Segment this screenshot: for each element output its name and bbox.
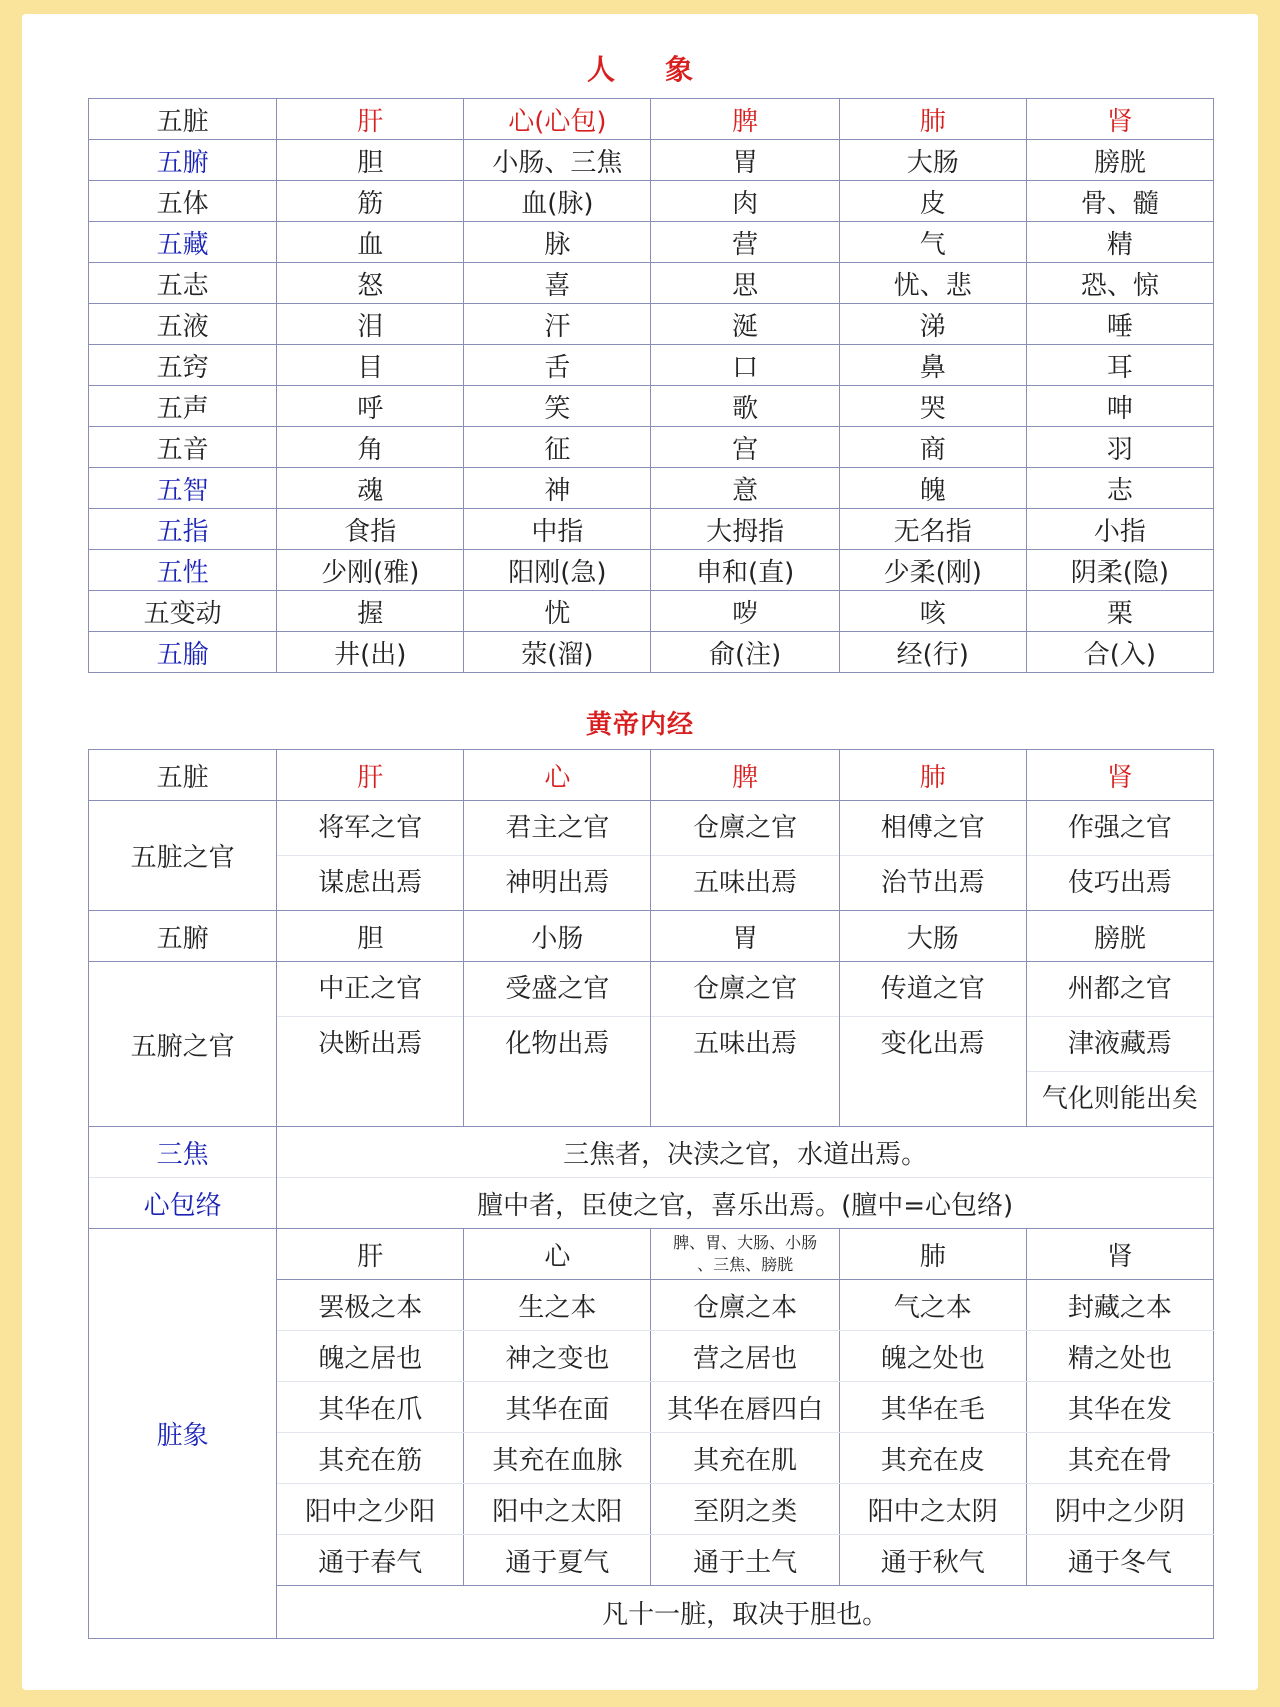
zangguan-cell [1026, 801, 1213, 911]
zangxiang-cell: 阳中之太阴 [839, 1484, 1026, 1535]
row-label: 五性 [89, 550, 277, 591]
cell-line: 、三焦、膀胱 [697, 1255, 794, 1274]
table-cell: 小肠、三焦 [464, 140, 651, 181]
zangxiang-cell: 至阴之类 [651, 1484, 839, 1535]
zangxiang-footer: 凡十一脏，取决于胆也。 [277, 1586, 1214, 1639]
zangxiang-cell: 生之本 [464, 1280, 651, 1331]
table-cell: 笑 [464, 386, 651, 427]
table-cell: 征 [464, 427, 651, 468]
table-row [89, 181, 1214, 222]
table-cell: 经(行) [839, 632, 1026, 673]
row-label: 五窍 [89, 345, 277, 386]
xinbao-label: 心包络 [89, 1178, 277, 1229]
table1-title: 人象 [586, 53, 743, 86]
table-cell: 中指 [464, 509, 651, 550]
zangxiang-cell: 魄之处也 [839, 1331, 1026, 1382]
fuguan-cell [651, 962, 839, 1127]
fu-cell: 胆 [277, 911, 464, 962]
row-label: 五腑 [89, 140, 277, 181]
table-cell: 阴柔(隐) [1026, 550, 1213, 591]
table1-header-row [89, 99, 1214, 140]
cell-line [464, 1071, 650, 1125]
cell-line [277, 1071, 463, 1125]
table-row [89, 345, 1214, 386]
cell-line: 仓廪之官 [693, 974, 798, 1004]
table-cell: 血(脉) [464, 181, 651, 222]
zangguan-cell [464, 801, 651, 911]
table-cell: 羽 [1026, 427, 1213, 468]
zangxiang-cell: 阴中之少阴 [1026, 1484, 1213, 1535]
zangxiang-header-cell: 肺 [839, 1229, 1026, 1280]
zangxiang-cell: 魄之居也 [277, 1331, 464, 1382]
fu-cell: 胃 [651, 911, 839, 962]
fuguan-cell [277, 962, 464, 1127]
table-cell: 呻 [1026, 386, 1213, 427]
fuguan-cell [839, 962, 1026, 1127]
cell-line: 谋虑出焉 [277, 855, 463, 910]
zangxiang-cell: 精之处也 [1026, 1331, 1213, 1382]
zangxiang-cell: 仓廪之本 [651, 1280, 839, 1331]
table1-header-cell: 脾 [651, 99, 839, 140]
table-row [89, 632, 1214, 673]
cell-line: 五味出焉 [651, 1016, 838, 1071]
table-cell: 鼻 [839, 345, 1026, 386]
table1-header-cell: 心(心包) [464, 99, 651, 140]
zangxiang-cell: 其充在皮 [839, 1433, 1026, 1484]
table-cell: 涎 [651, 304, 839, 345]
table-row [89, 263, 1214, 304]
zangxiang-cell: 其华在面 [464, 1382, 651, 1433]
table1-header-cell: 五脏 [89, 99, 277, 140]
fu-cell: 膀胱 [1026, 911, 1213, 962]
cell-line: 君主之官 [505, 813, 610, 843]
table2-title: 黄帝内经 [585, 710, 694, 740]
zangxiang-header-cell [651, 1229, 839, 1280]
zangxiang-cell: 其充在肌 [651, 1433, 839, 1484]
table-cell: 唾 [1026, 304, 1213, 345]
cell-line: 仓廪之官 [693, 813, 798, 843]
table-cell: 食指 [277, 509, 464, 550]
table1-header-cell: 肾 [1026, 99, 1213, 140]
fu-cell: 小肠 [464, 911, 651, 962]
cell-line: 中正之官 [318, 974, 423, 1004]
table-cell: 舌 [464, 345, 651, 386]
table-cell: 大肠 [839, 140, 1026, 181]
table2-header-cell: 脾 [651, 750, 839, 801]
sanjiao-label: 三焦 [89, 1127, 277, 1178]
table-cell: 胃 [651, 140, 839, 181]
cell-line: 将军之官 [318, 813, 423, 843]
table-cell: 少刚(雅) [277, 550, 464, 591]
cell-line: 传道之官 [880, 974, 985, 1004]
row-label: 五体 [89, 181, 277, 222]
table2-header-cell: 肝 [277, 750, 464, 801]
table-cell: 皮 [839, 181, 1026, 222]
table-cell: 咳 [839, 591, 1026, 632]
row-label: 五变动 [89, 591, 277, 632]
table-cell: 精 [1026, 222, 1213, 263]
cell-line: 变化出焉 [840, 1016, 1026, 1071]
table-cell: 胆 [277, 140, 464, 181]
table-cell: 大拇指 [651, 509, 839, 550]
table-row [89, 509, 1214, 550]
table-cell: 少柔(刚) [839, 550, 1026, 591]
cell-line [651, 1071, 838, 1125]
table-cell: 哭 [839, 386, 1026, 427]
table-cell: 血 [277, 222, 464, 263]
row-label: 五指 [89, 509, 277, 550]
cell-line: 决断出焉 [277, 1016, 463, 1071]
table2-header-row [89, 750, 1214, 801]
zangxiang-cell: 其充在血脉 [464, 1433, 651, 1484]
table-cell: 筋 [277, 181, 464, 222]
table-cell: 肉 [651, 181, 839, 222]
table-cell: 营 [651, 222, 839, 263]
table-cell: 俞(注) [651, 632, 839, 673]
table-row [89, 550, 1214, 591]
table-cell: 阳刚(急) [464, 550, 651, 591]
fu-row [89, 911, 1214, 962]
cell-line: 神明出焉 [464, 855, 650, 910]
table-cell: 魂 [277, 468, 464, 509]
zangxiang-cell: 通于秋气 [839, 1535, 1026, 1586]
zangguan-cell [651, 801, 839, 911]
table-row [89, 222, 1214, 263]
zangxiang-cell: 阳中之少阳 [277, 1484, 464, 1535]
row-label: 五智 [89, 468, 277, 509]
table-cell: 荥(溜) [464, 632, 651, 673]
table-row [89, 304, 1214, 345]
zangxiang-cell: 其充在筋 [277, 1433, 464, 1484]
zangguan-label: 五脏之官 [89, 801, 277, 911]
table2-header-cell: 肾 [1026, 750, 1213, 801]
row-label: 五声 [89, 386, 277, 427]
table-cell: 忧、悲 [839, 263, 1026, 304]
table-cell: 喜 [464, 263, 651, 304]
zangguan-cell [839, 801, 1026, 911]
zangxiang-cell: 气之本 [839, 1280, 1026, 1331]
cell-line: 津液藏焉 [1027, 1016, 1213, 1071]
sanjiao-row [89, 1127, 1214, 1178]
zangxiang-cell: 其充在骨 [1026, 1433, 1213, 1484]
table-cell: 井(出) [277, 632, 464, 673]
zangxiang-cell: 通于土气 [651, 1535, 839, 1586]
table1-header-cell: 肺 [839, 99, 1026, 140]
zangguan-cell [277, 801, 464, 911]
table-cell: 无名指 [839, 509, 1026, 550]
table-cell: 角 [277, 427, 464, 468]
table-row [89, 386, 1214, 427]
table2-header-cell: 肺 [839, 750, 1026, 801]
table-row [89, 591, 1214, 632]
fu-label: 五腑 [89, 911, 277, 962]
table-cell: 骨、髓 [1026, 181, 1213, 222]
document-sheet [22, 14, 1258, 1690]
xinbao-row [89, 1178, 1214, 1229]
cell-line: 受盛之官 [505, 974, 610, 1004]
table-cell: 泪 [277, 304, 464, 345]
zangxiang-cell: 其华在发 [1026, 1382, 1213, 1433]
cell-line: 州都之官 [1067, 974, 1172, 1004]
table-cell: 神 [464, 468, 651, 509]
cell-line: 脾、胃、大肠、小肠 [673, 1233, 818, 1252]
table-cell: 小指 [1026, 509, 1213, 550]
table2-header-cell: 心 [464, 750, 651, 801]
table-cell: 汗 [464, 304, 651, 345]
zangxiang-cell: 通于冬气 [1026, 1535, 1213, 1586]
zangguan-row [89, 801, 1214, 911]
table-cell: 耳 [1026, 345, 1213, 386]
zangxiang-cell: 其华在唇四白 [651, 1382, 839, 1433]
sanjiao-text: 三焦者，决渎之官，水道出焉。 [277, 1127, 1214, 1178]
table-cell: 商 [839, 427, 1026, 468]
table-row [89, 140, 1214, 181]
zangxiang-cell: 通于春气 [277, 1535, 464, 1586]
row-label: 五音 [89, 427, 277, 468]
renxiang-table [88, 98, 1214, 673]
table-cell: 气 [839, 222, 1026, 263]
table-cell: 忧 [464, 591, 651, 632]
table-row [89, 427, 1214, 468]
cell-line: 化物出焉 [464, 1016, 650, 1071]
table-cell: 歌 [651, 386, 839, 427]
zangxiang-header-cell: 心 [464, 1229, 651, 1280]
zangxiang-cell: 通于夏气 [464, 1535, 651, 1586]
cell-line: 五味出焉 [651, 855, 838, 910]
zangxiang-cell: 阳中之太阳 [464, 1484, 651, 1535]
table-cell: 志 [1026, 468, 1213, 509]
zangxiang-cell: 神之变也 [464, 1331, 651, 1382]
table-cell: 口 [651, 345, 839, 386]
zangxiang-cell: 罢极之本 [277, 1280, 464, 1331]
zangxiang-cell: 其华在毛 [839, 1382, 1026, 1433]
zangxiang-cell: 其华在爪 [277, 1382, 464, 1433]
cell-line: 作强之官 [1067, 813, 1172, 843]
cell-line: 伎巧出焉 [1027, 855, 1213, 910]
table-row [89, 468, 1214, 509]
zangxiang-label: 脏象 [89, 1229, 277, 1639]
table-cell: 握 [277, 591, 464, 632]
table-cell: 涕 [839, 304, 1026, 345]
row-label: 五志 [89, 263, 277, 304]
fu-cell: 大肠 [839, 911, 1026, 962]
fuguan-cell [464, 962, 651, 1127]
table-cell: 怒 [277, 263, 464, 304]
table-cell: 栗 [1026, 591, 1213, 632]
fuguan-row [89, 962, 1214, 1127]
cell-line [840, 1071, 1026, 1125]
zangxiang-header-cell: 肝 [277, 1229, 464, 1280]
xinbao-text: 膻中者，臣使之官，喜乐出焉。(膻中=心包络) [277, 1178, 1214, 1229]
fuguan-cell [1026, 962, 1213, 1127]
table-cell: 呼 [277, 386, 464, 427]
table-cell: 意 [651, 468, 839, 509]
cell-line: 治节出焉 [840, 855, 1026, 910]
zangxiang-cell: 封藏之本 [1026, 1280, 1213, 1331]
table-cell: 脉 [464, 222, 651, 263]
table-cell: 合(入) [1026, 632, 1213, 673]
table-cell: 目 [277, 345, 464, 386]
table1-header-cell: 肝 [277, 99, 464, 140]
cell-line: 气化则能出矣 [1027, 1071, 1213, 1126]
zangxiang-header-row [89, 1229, 1214, 1280]
table-cell: 恐、惊 [1026, 263, 1213, 304]
table-cell: 魄 [839, 468, 1026, 509]
table-cell: 哕 [651, 591, 839, 632]
table-cell: 宫 [651, 427, 839, 468]
huangdi-neijing-table [88, 749, 1214, 1639]
cell-line: 相傅之官 [880, 813, 985, 843]
zangxiang-cell: 营之居也 [651, 1331, 839, 1382]
table-cell: 申和(直) [651, 550, 839, 591]
row-label: 五藏 [89, 222, 277, 263]
row-label: 五液 [89, 304, 277, 345]
zangxiang-header-cell: 肾 [1026, 1229, 1213, 1280]
row-label: 五腧 [89, 632, 277, 673]
table-cell: 膀胱 [1026, 140, 1213, 181]
fuguan-label: 五腑之官 [89, 962, 277, 1127]
table-cell: 思 [651, 263, 839, 304]
table2-header-cell: 五脏 [89, 750, 277, 801]
